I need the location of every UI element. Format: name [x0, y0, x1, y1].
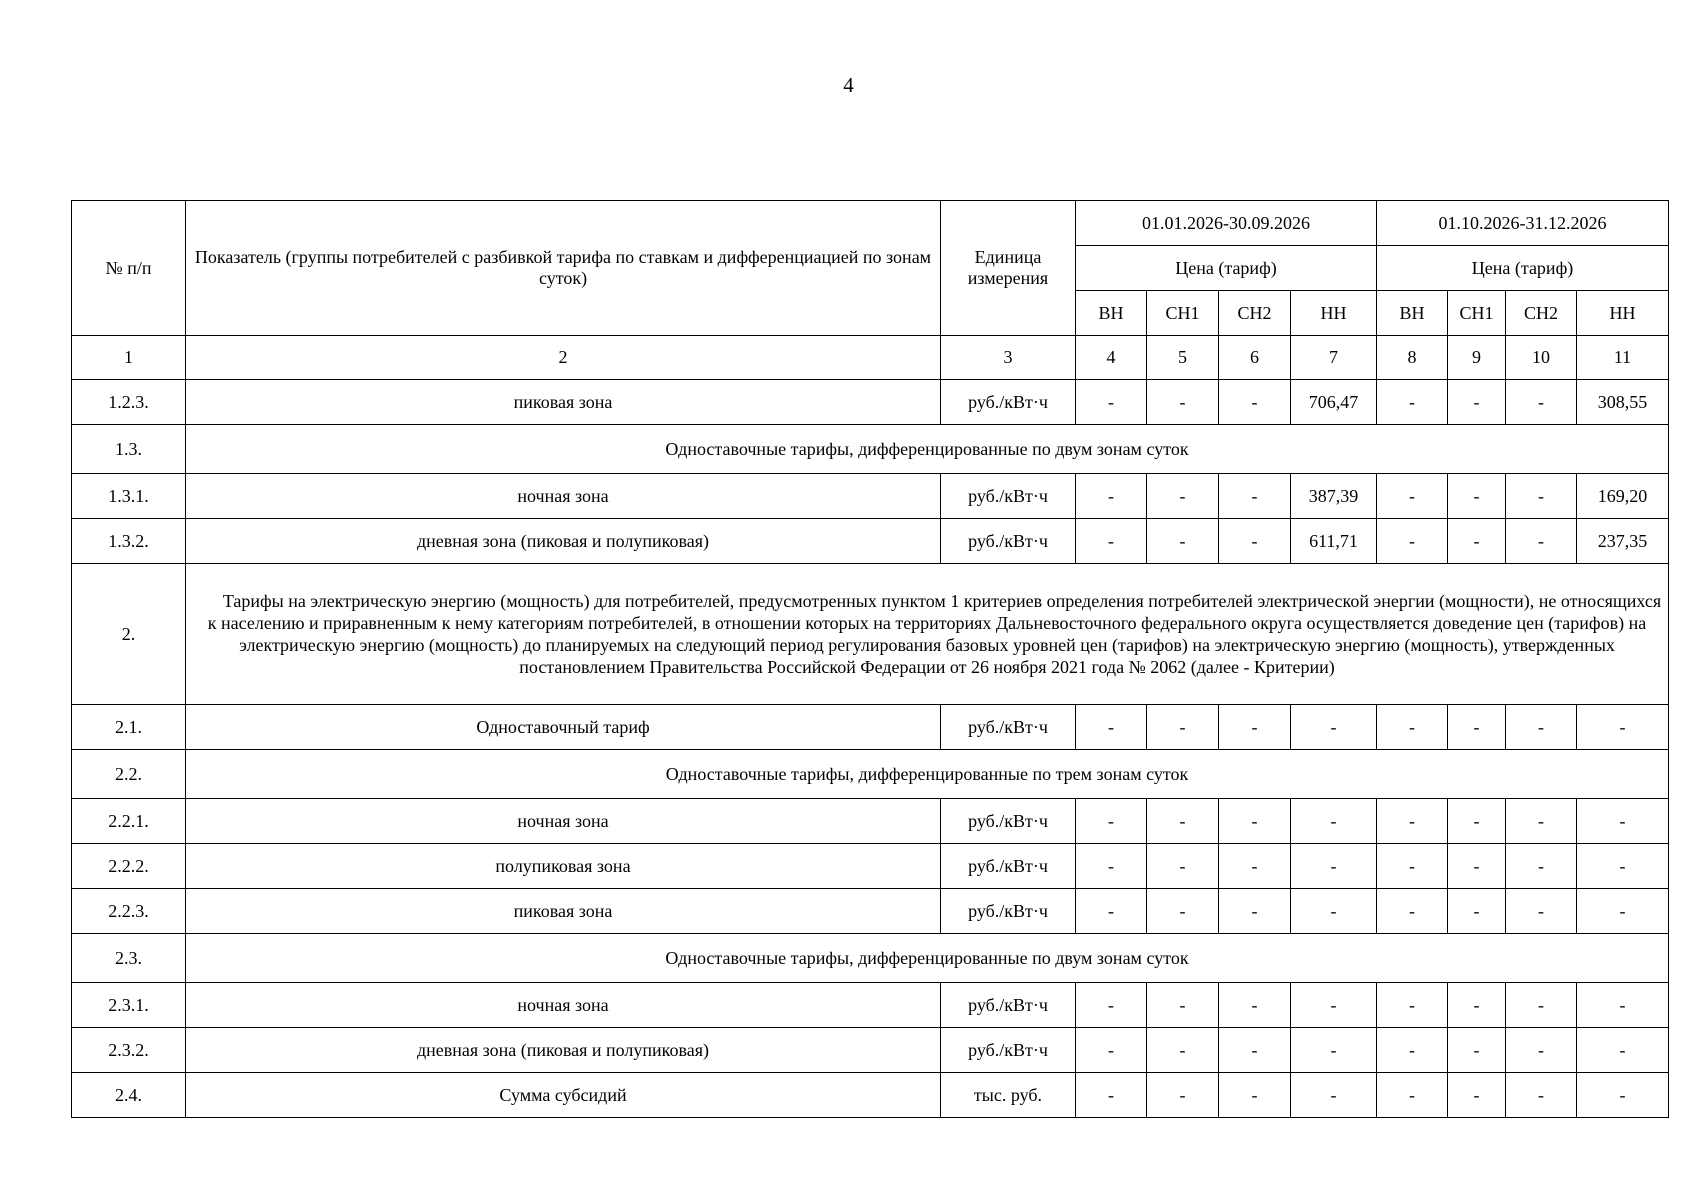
row-number: 2.3.1. — [72, 983, 186, 1028]
value-cell: - — [1448, 1028, 1506, 1073]
value-cell: - — [1291, 1028, 1377, 1073]
tariff-table — [71, 200, 1669, 1118]
section-label: Одноставочные тарифы, дифференцированные по трем зонам суток — [186, 750, 1669, 799]
table-row — [72, 519, 1669, 564]
value-cell: - — [1076, 844, 1147, 889]
section-label: Одноставочные тарифы, дифференцированные по двум зонам суток — [186, 425, 1669, 474]
section-paragraph: Тарифы на электрическую энергию (мощность) для потребителей, предусмотренных пунктом 1 критериев определения потребителей электрической энергии (мощности), не относящихся к населению и приравненным к нему категориям потребителей, в отношении которых на территориях Дальневосточного федерального округа осуществляется доведение цен (тарифов) на электрическую энергию (мощность) до планируемых на следующий период регулирования базовых уровней цен (тарифов) на электрическую энергию (мощность), утвержденных постановлением Правительства Российской Федерации от 26 ноября 2021 года № 2062 (далее - Критерии) — [186, 564, 1669, 705]
value-cell: - — [1506, 1073, 1577, 1118]
row-unit: руб./кВт·ч — [941, 983, 1076, 1028]
value-cell: - — [1147, 799, 1219, 844]
value-cell: - — [1506, 799, 1577, 844]
value-cell: - — [1448, 799, 1506, 844]
row-label: ночная зона — [186, 799, 941, 844]
row-number: 1.2.3. — [72, 380, 186, 425]
value-cell: - — [1219, 519, 1291, 564]
header-period-2: 01.10.2026-31.12.2026 — [1377, 201, 1669, 246]
row-number: 2.2.1. — [72, 799, 186, 844]
value-cell: - — [1219, 844, 1291, 889]
table-row — [72, 844, 1669, 889]
row-unit: руб./кВт·ч — [941, 705, 1076, 750]
value-cell: - — [1076, 983, 1147, 1028]
value-cell: - — [1377, 705, 1448, 750]
value-cell: - — [1377, 844, 1448, 889]
value-cell: 611,71 — [1291, 519, 1377, 564]
section-row — [72, 564, 1669, 705]
value-cell: - — [1076, 799, 1147, 844]
header-voltage-sn1-1: СН1 — [1147, 291, 1219, 336]
value-cell: - — [1219, 705, 1291, 750]
row-number: 2.2. — [72, 750, 186, 799]
row-label: дневная зона (пиковая и полупиковая) — [186, 519, 941, 564]
header-voltage-sn2-2: СН2 — [1506, 291, 1577, 336]
value-cell: 169,20 — [1577, 474, 1669, 519]
value-cell: - — [1448, 889, 1506, 934]
value-cell: - — [1506, 380, 1577, 425]
value-cell: - — [1377, 889, 1448, 934]
row-number: 2. — [72, 564, 186, 705]
column-number: 5 — [1147, 336, 1219, 380]
row-number: 2.1. — [72, 705, 186, 750]
column-number: 3 — [941, 336, 1076, 380]
value-cell: - — [1219, 1073, 1291, 1118]
row-number: 2.4. — [72, 1073, 186, 1118]
header-indicator: Показатель (группы потребителей с разбивкой тарифа по ставкам и дифференциацией по зонам суток) — [186, 201, 941, 336]
section-row — [72, 934, 1669, 983]
value-cell: - — [1448, 705, 1506, 750]
row-unit: руб./кВт·ч — [941, 799, 1076, 844]
section-row — [72, 750, 1669, 799]
value-cell: 387,39 — [1291, 474, 1377, 519]
table-row — [72, 983, 1669, 1028]
value-cell: - — [1219, 1028, 1291, 1073]
value-cell: - — [1577, 889, 1669, 934]
section-row — [72, 425, 1669, 474]
value-cell: - — [1147, 474, 1219, 519]
value-cell: - — [1577, 844, 1669, 889]
value-cell: - — [1147, 705, 1219, 750]
value-cell: - — [1577, 705, 1669, 750]
value-cell: - — [1076, 705, 1147, 750]
value-cell: - — [1506, 474, 1577, 519]
value-cell: 706,47 — [1291, 380, 1377, 425]
value-cell: - — [1448, 474, 1506, 519]
table-row — [72, 380, 1669, 425]
header-num: № п/п — [72, 201, 186, 336]
value-cell: - — [1506, 519, 1577, 564]
column-number: 10 — [1506, 336, 1577, 380]
value-cell: - — [1448, 1073, 1506, 1118]
value-cell: - — [1076, 380, 1147, 425]
header-voltage-nn-2: НН — [1577, 291, 1669, 336]
value-cell: - — [1377, 983, 1448, 1028]
header-voltage-vn-1: ВН — [1076, 291, 1147, 336]
value-cell: - — [1577, 1073, 1669, 1118]
value-cell: - — [1506, 844, 1577, 889]
value-cell: - — [1291, 799, 1377, 844]
value-cell: - — [1506, 983, 1577, 1028]
value-cell: - — [1076, 474, 1147, 519]
value-cell: - — [1076, 519, 1147, 564]
column-number: 7 — [1291, 336, 1377, 380]
value-cell: - — [1448, 380, 1506, 425]
row-label: дневная зона (пиковая и полупиковая) — [186, 1028, 941, 1073]
value-cell: - — [1076, 1073, 1147, 1118]
value-cell: - — [1291, 705, 1377, 750]
value-cell: - — [1147, 1073, 1219, 1118]
value-cell: - — [1577, 799, 1669, 844]
value-cell: 237,35 — [1577, 519, 1669, 564]
value-cell: - — [1219, 474, 1291, 519]
value-cell: - — [1219, 983, 1291, 1028]
value-cell: - — [1506, 705, 1577, 750]
value-cell: - — [1076, 889, 1147, 934]
value-cell: - — [1147, 983, 1219, 1028]
value-cell: 308,55 — [1577, 380, 1669, 425]
header-unit: Единица измерения — [941, 201, 1076, 336]
row-unit: руб./кВт·ч — [941, 380, 1076, 425]
table-row — [72, 799, 1669, 844]
value-cell: - — [1377, 1028, 1448, 1073]
value-cell: - — [1291, 844, 1377, 889]
value-cell: - — [1377, 1073, 1448, 1118]
column-number: 2 — [186, 336, 941, 380]
row-label: Одноставочный тариф — [186, 705, 941, 750]
column-number: 11 — [1577, 336, 1669, 380]
row-label: ночная зона — [186, 983, 941, 1028]
value-cell: - — [1147, 519, 1219, 564]
value-cell: - — [1577, 983, 1669, 1028]
column-number: 8 — [1377, 336, 1448, 380]
row-number: 1.3.2. — [72, 519, 186, 564]
row-label: пиковая зона — [186, 380, 941, 425]
header-voltage-vn-2: ВН — [1377, 291, 1448, 336]
row-number: 2.2.2. — [72, 844, 186, 889]
value-cell: - — [1147, 844, 1219, 889]
column-number: 6 — [1219, 336, 1291, 380]
value-cell: - — [1448, 844, 1506, 889]
row-unit: руб./кВт·ч — [941, 889, 1076, 934]
value-cell: - — [1291, 1073, 1377, 1118]
table-row — [72, 474, 1669, 519]
value-cell: - — [1147, 380, 1219, 425]
row-label: полупиковая зона — [186, 844, 941, 889]
value-cell: - — [1219, 799, 1291, 844]
row-unit: руб./кВт·ч — [941, 844, 1076, 889]
row-unit: тыс. руб. — [941, 1073, 1076, 1118]
row-unit: руб./кВт·ч — [941, 519, 1076, 564]
value-cell: - — [1377, 519, 1448, 564]
value-cell: - — [1377, 474, 1448, 519]
column-number: 9 — [1448, 336, 1506, 380]
value-cell: - — [1377, 380, 1448, 425]
column-number: 4 — [1076, 336, 1147, 380]
value-cell: - — [1577, 1028, 1669, 1073]
value-cell: - — [1147, 1028, 1219, 1073]
value-cell: - — [1377, 799, 1448, 844]
row-label: ночная зона — [186, 474, 941, 519]
value-cell: - — [1291, 983, 1377, 1028]
header-voltage-sn1-2: СН1 — [1448, 291, 1506, 336]
row-label: пиковая зона — [186, 889, 941, 934]
value-cell: - — [1219, 380, 1291, 425]
value-cell: - — [1291, 889, 1377, 934]
value-cell: - — [1147, 889, 1219, 934]
table-row — [72, 705, 1669, 750]
value-cell: - — [1076, 1028, 1147, 1073]
value-cell: - — [1219, 889, 1291, 934]
header-voltage-sn2-1: СН2 — [1219, 291, 1291, 336]
value-cell: - — [1448, 983, 1506, 1028]
value-cell: - — [1448, 519, 1506, 564]
row-label: Сумма субсидий — [186, 1073, 941, 1118]
table-row — [72, 1028, 1669, 1073]
row-number: 1.3. — [72, 425, 186, 474]
header-voltage-nn-1: НН — [1291, 291, 1377, 336]
column-number: 1 — [72, 336, 186, 380]
table-row — [72, 1073, 1669, 1118]
value-cell: - — [1506, 889, 1577, 934]
header-price-2: Цена (тариф) — [1377, 246, 1669, 291]
row-number: 2.3. — [72, 934, 186, 983]
header-price-1: Цена (тариф) — [1076, 246, 1377, 291]
page-number: 4 — [843, 73, 854, 97]
row-number: 1.3.1. — [72, 474, 186, 519]
header-period-1: 01.01.2026-30.09.2026 — [1076, 201, 1377, 246]
table-row — [72, 889, 1669, 934]
row-unit: руб./кВт·ч — [941, 474, 1076, 519]
row-number: 2.2.3. — [72, 889, 186, 934]
section-label: Одноставочные тарифы, дифференцированные по двум зонам суток — [186, 934, 1669, 983]
row-number: 2.3.2. — [72, 1028, 186, 1073]
value-cell: - — [1506, 1028, 1577, 1073]
row-unit: руб./кВт·ч — [941, 1028, 1076, 1073]
